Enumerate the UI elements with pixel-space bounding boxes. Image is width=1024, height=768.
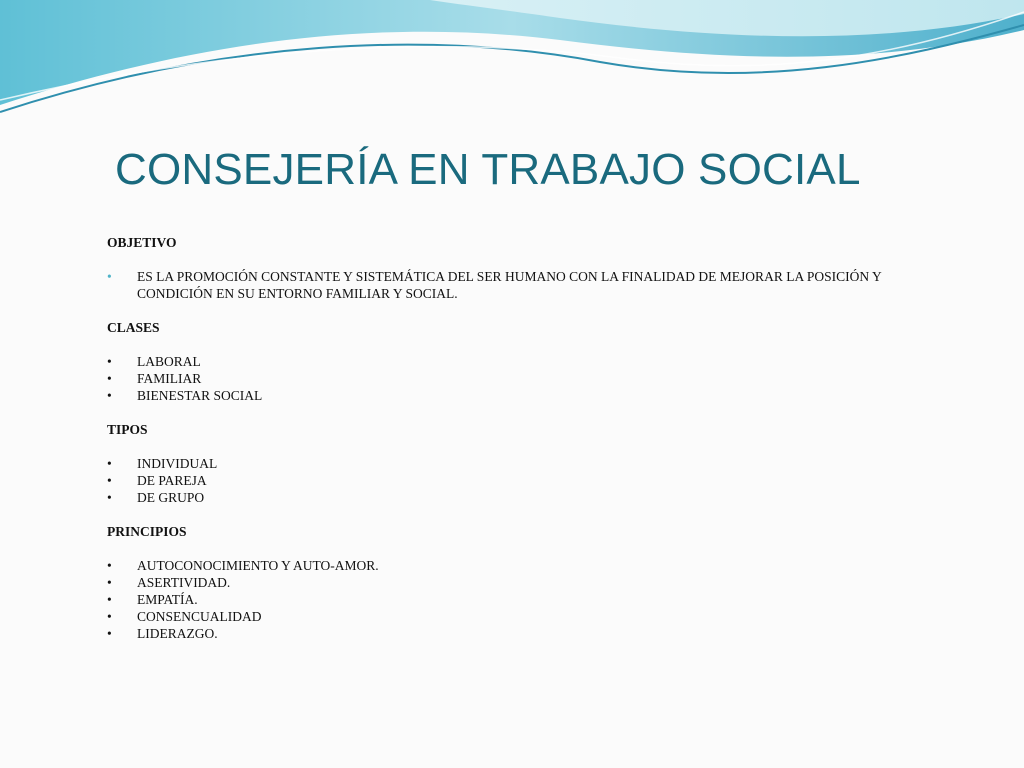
bullet-icon: • (107, 269, 112, 284)
list-item-text: ES LA PROMOCIÓN CONSTANTE Y SISTEMÁTICA DEL SER HUMANO CON LA FINALIDAD DE MEJORAR LA POSICIÓN Y CONDICIÓN EN SU ENTORNO FAMILIAR Y SOCIAL. (137, 269, 882, 301)
list-item (107, 557, 927, 574)
slide-body (107, 234, 927, 659)
section-heading-tipos: TIPOS (107, 422, 148, 437)
header-wave-decoration (0, 0, 1024, 120)
clases-list (107, 353, 927, 404)
list-item-text: BIENESTAR SOCIAL (137, 388, 263, 403)
section-heading-objetivo: OBJETIVO (107, 235, 177, 250)
section-heading-clases: CLASES (107, 320, 160, 335)
objetivo-list (107, 268, 927, 302)
list-item (107, 608, 927, 625)
bullet-icon: • (107, 558, 112, 573)
list-item-text: EMPATÍA. (137, 592, 198, 607)
bullet-icon: • (107, 592, 112, 607)
slide-title: CONSEJERÍA EN TRABAJO SOCIAL (115, 145, 861, 194)
tipos-list (107, 455, 927, 506)
bullet-icon: • (107, 354, 112, 369)
list-item (107, 574, 927, 591)
list-item-text: CONSENCUALIDAD (137, 609, 262, 624)
bullet-icon: • (107, 473, 112, 488)
list-item (107, 489, 927, 506)
list-item-text: ASERTIVIDAD. (137, 575, 231, 590)
list-item-text: DE PAREJA (137, 473, 207, 488)
list-item (107, 387, 927, 404)
list-item (107, 591, 927, 608)
bullet-icon: • (107, 609, 112, 624)
list-item-text: AUTOCONOCIMIENTO Y AUTO-AMOR. (137, 558, 379, 573)
bullet-icon: • (107, 388, 112, 403)
bullet-icon: • (107, 490, 112, 505)
list-item-text: LABORAL (137, 354, 201, 369)
list-item (107, 472, 927, 489)
bullet-icon: • (107, 456, 112, 471)
list-item (107, 353, 927, 370)
list-item (107, 370, 927, 387)
bullet-icon: • (107, 575, 112, 590)
bullet-icon: • (107, 371, 112, 386)
list-item-text: DE GRUPO (137, 490, 205, 505)
list-item-text: FAMILIAR (137, 371, 202, 386)
section-heading-principios: PRINCIPIOS (107, 524, 187, 539)
list-item-text: INDIVIDUAL (137, 456, 218, 471)
bullet-icon: • (107, 626, 112, 641)
list-item (107, 455, 927, 472)
principios-list (107, 557, 927, 642)
list-item (107, 268, 927, 302)
list-item-text: LIDERAZGO. (137, 626, 218, 641)
list-item (107, 625, 927, 642)
